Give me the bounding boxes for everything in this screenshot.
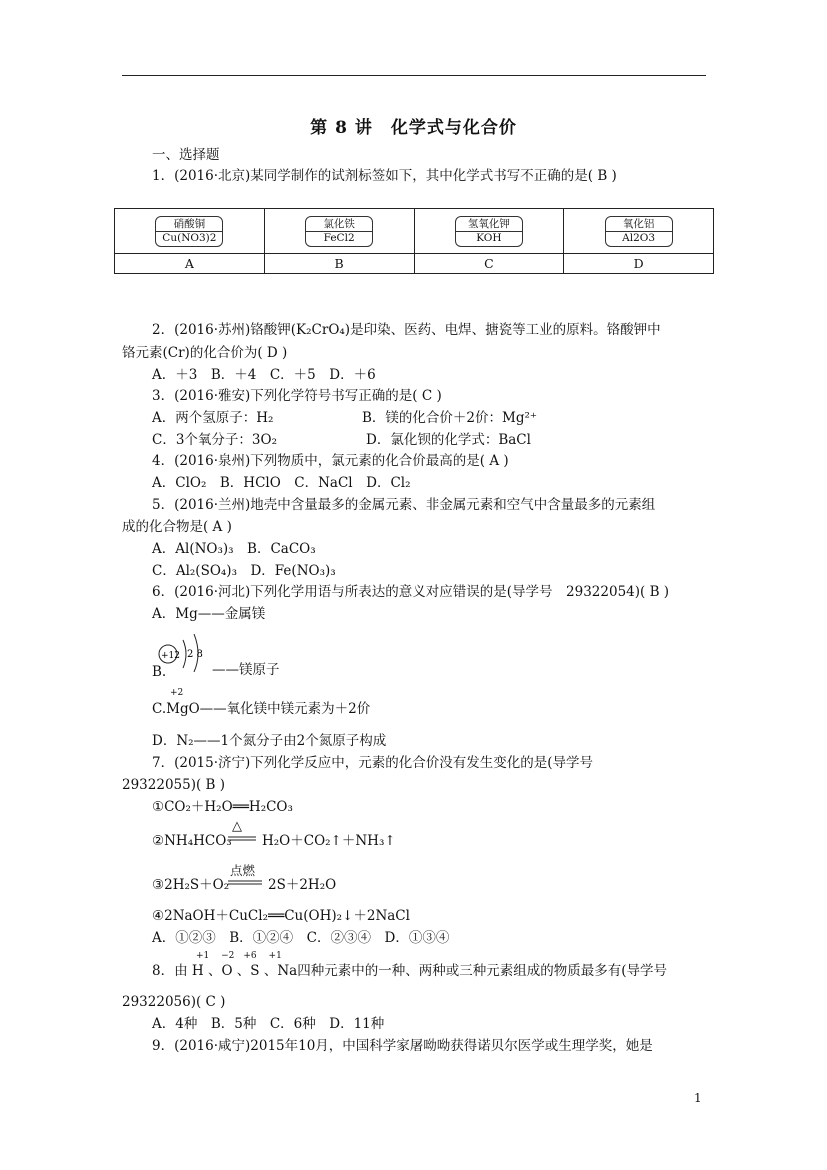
q7-r2-equals-icon <box>228 836 256 842</box>
option-c: C <box>414 254 564 274</box>
q5-line2: 成的化合物是( A ) <box>122 519 232 535</box>
page-title: 第 8 讲 化学式与化合价 <box>310 118 517 138</box>
q5-options-1: A．Al(NO₃)₃ B．CaCO₃ <box>152 541 316 557</box>
q6-c: C.MgO——氧化镁中镁元素为＋2价 <box>152 701 371 717</box>
section-heading: 一、选择题 <box>152 147 220 163</box>
label-d: 氧化铝 Al2O3 <box>564 209 714 254</box>
q7-reaction-2-left: ②NH₄HCO₃ <box>152 833 232 849</box>
q5-line1: 5．(2016·兰州)地壳中含量最多的金属元素、非金属元素和空气中含量最多的元素组 <box>152 497 656 513</box>
label-c: 氢氧化钾 KOH <box>414 209 564 254</box>
label-a: 硝酸铜 Cu(NO3)2 <box>115 209 265 254</box>
q2-options: A．＋3 B．＋4 C．＋5 D．＋6 <box>152 367 376 383</box>
q2-line1: 2．(2016·苏州)铬酸钾(K₂CrO₄)是印染、医药、电焊、搪瓷等工业的原料。铬酸钾中 <box>152 322 661 338</box>
q5-options-2: C．Al₂(SO₄)₃ D．Fe(NO₃)₃ <box>152 563 336 579</box>
q7-reaction-1: ①CO₂＋H₂O══H₂CO₃ <box>152 799 293 815</box>
ignite-condition: 点燃 <box>230 863 256 878</box>
page-number: 1 <box>694 1091 702 1105</box>
q8-line2: 29322056)( C ) <box>122 994 226 1010</box>
q3-b: B．镁的化合价＋2价：Mg²⁺ <box>362 410 538 426</box>
q7-r3-equals-icon <box>228 880 262 886</box>
q7-reaction-4: ④2NaOH＋CuCl₂══Cu(OH)₂↓＋2NaCl <box>152 908 410 924</box>
q6-b-text: ——镁原子 <box>212 662 280 678</box>
q3-d: D．氯化钡的化学式：BaCl <box>366 432 531 448</box>
q7-reaction-3-right: 2S＋2H₂O <box>268 877 337 893</box>
q7-line2: 29322055)( B ) <box>122 777 226 793</box>
q4-options: A．ClO₂ B．HClO C．NaCl D．Cl₂ <box>152 475 411 491</box>
q6-a: A．Mg——金属镁 <box>152 606 266 622</box>
q6-c-valence: +2 <box>170 688 184 698</box>
q9-line1: 9．(2016·咸宁)2015年10月，中国科学家屠呦呦获得诺贝尔医学或生理学奖，她是 <box>152 1038 653 1054</box>
q4-stem: 4．(2016·泉州)下列物质中，氯元素的化合价最高的是( A ) <box>152 453 509 469</box>
header-rule <box>122 75 706 76</box>
q8-line1: 8．由 H 、O 、S 、Na四种元素中的一种、两种或三种元素组成的物质最多有(导学号 <box>152 963 667 979</box>
option-d: D <box>564 254 714 274</box>
q7-reaction-2-right: H₂O＋CO₂↑＋NH₃↑ <box>262 833 396 849</box>
magnesium-atom-diagram <box>156 628 216 672</box>
q3-c: C．3个氧分子：3O₂ <box>152 432 277 448</box>
q7-line1: 7．(2015·济宁)下列化学反应中，元素的化合价没有发生变化的是(导学号 <box>152 755 594 771</box>
q6-d: D．N₂——1个氮分子由2个氮原子构成 <box>152 733 387 749</box>
q1-stem: 1．(2016·北京)某同学制作的试剂标签如下，其中化学式书写不正确的是( B ) <box>152 168 617 184</box>
option-a: A <box>115 254 265 274</box>
q1-label-table <box>114 208 714 274</box>
q2-line2: 铬元素(Cr)的化合价为( D ) <box>122 345 288 361</box>
q3-a: A．两个氢原子：H₂ <box>152 410 274 426</box>
label-b: 氯化铁 FeCl2 <box>264 209 414 254</box>
svg-text:2 8: 2 8 <box>187 649 203 660</box>
svg-text:+12: +12 <box>161 651 180 661</box>
q7-options: A．①②③ B．①②④ C．②③④ D．①③④ <box>152 930 450 946</box>
q6-stem: 6．(2016·河北)下列化学用语与所表达的意义对应错误的是(导学号 29322054)( B ) <box>152 584 670 600</box>
q8-options: A．4种 B．5种 C．6种 D．11种 <box>152 1016 385 1032</box>
q6-b-prefix: B. <box>152 664 167 680</box>
q7-reaction-3-left: ③2H₂S＋O₂ <box>152 877 230 893</box>
heat-condition: △ <box>232 819 242 834</box>
option-b: B <box>264 254 414 274</box>
q8-valences: +1 −2 +6 +1 <box>196 951 282 961</box>
q3-stem: 3．(2016·雅安)下列化学符号书写正确的是( C ) <box>152 388 442 404</box>
